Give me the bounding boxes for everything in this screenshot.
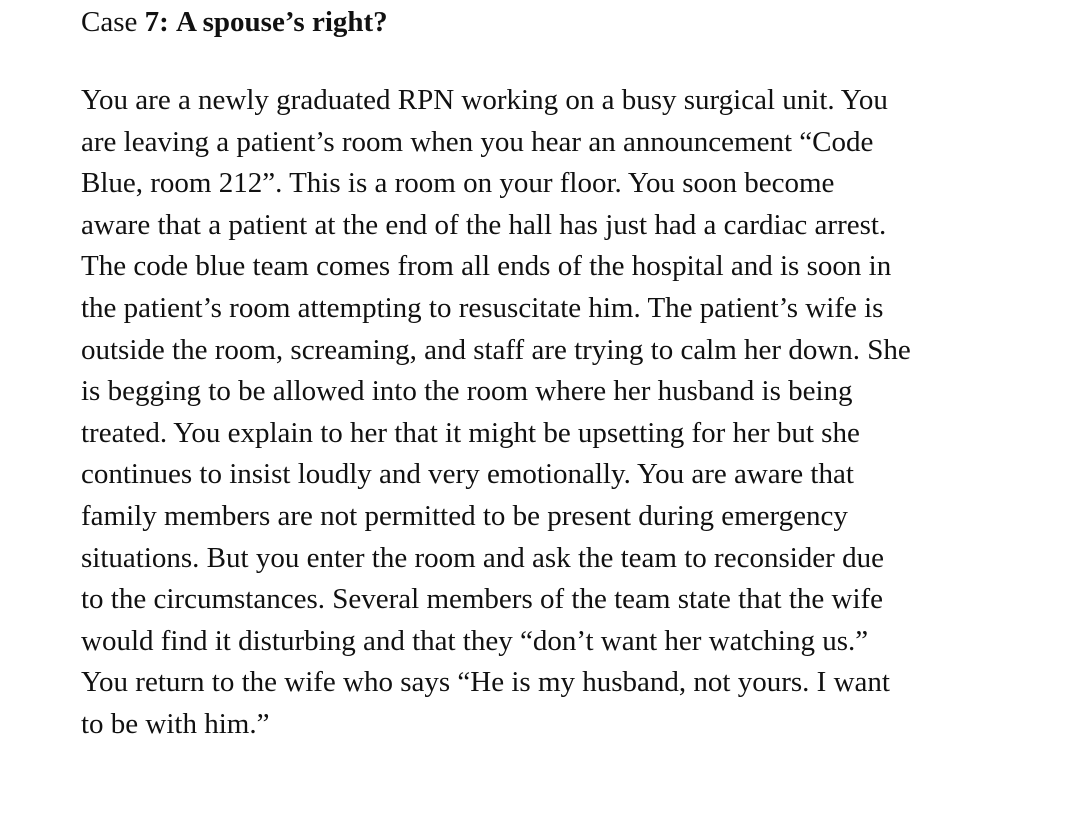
case-heading	[81, 3, 388, 41]
case-number: 7:	[144, 6, 169, 38]
text-line: would find it disturbing and that they “don’t want her watching us.”	[81, 624, 869, 657]
text-line: to the circumstances. Several members of the team state that the wife	[81, 583, 884, 616]
text-line: The code blue team comes from all ends of the hospital and is soon in	[81, 250, 892, 283]
text-line: the patient’s room attempting to resuscitate him. The patient’s wife is	[81, 291, 884, 324]
text-line: You are a newly graduated RPN working on a busy surgical unit. You	[81, 84, 888, 116]
text-line: treated. You explain to her that it might be upsetting for her but she	[81, 416, 860, 449]
text-line: aware that a patient at the end of the hall has just had a cardiac arrest.	[81, 208, 887, 241]
text-line: Blue, room 212”. This is a room on your floor. You soon become	[81, 167, 835, 200]
text-line: situations. But you enter the room and ask the team to reconsider due	[81, 541, 884, 574]
case-title: A spouse’s right?	[176, 6, 388, 38]
text-line: continues to insist loudly and very emotionally. You are aware that	[81, 458, 854, 491]
text-line: to be with him.”	[81, 707, 270, 740]
case-description	[81, 80, 1071, 746]
text-line: is begging to be allowed into the room where her husband is being	[81, 375, 853, 408]
text-line: are leaving a patient’s room when you hear an announcement “Code	[81, 125, 874, 158]
text-line: family members are not permitted to be present during emergency	[81, 499, 848, 532]
text-line: You return to the wife who says “He is my husband, not yours. I want	[81, 666, 890, 699]
text-line: outside the room, screaming, and staff are trying to calm her down. She	[81, 333, 911, 366]
case-label: Case	[81, 6, 138, 38]
